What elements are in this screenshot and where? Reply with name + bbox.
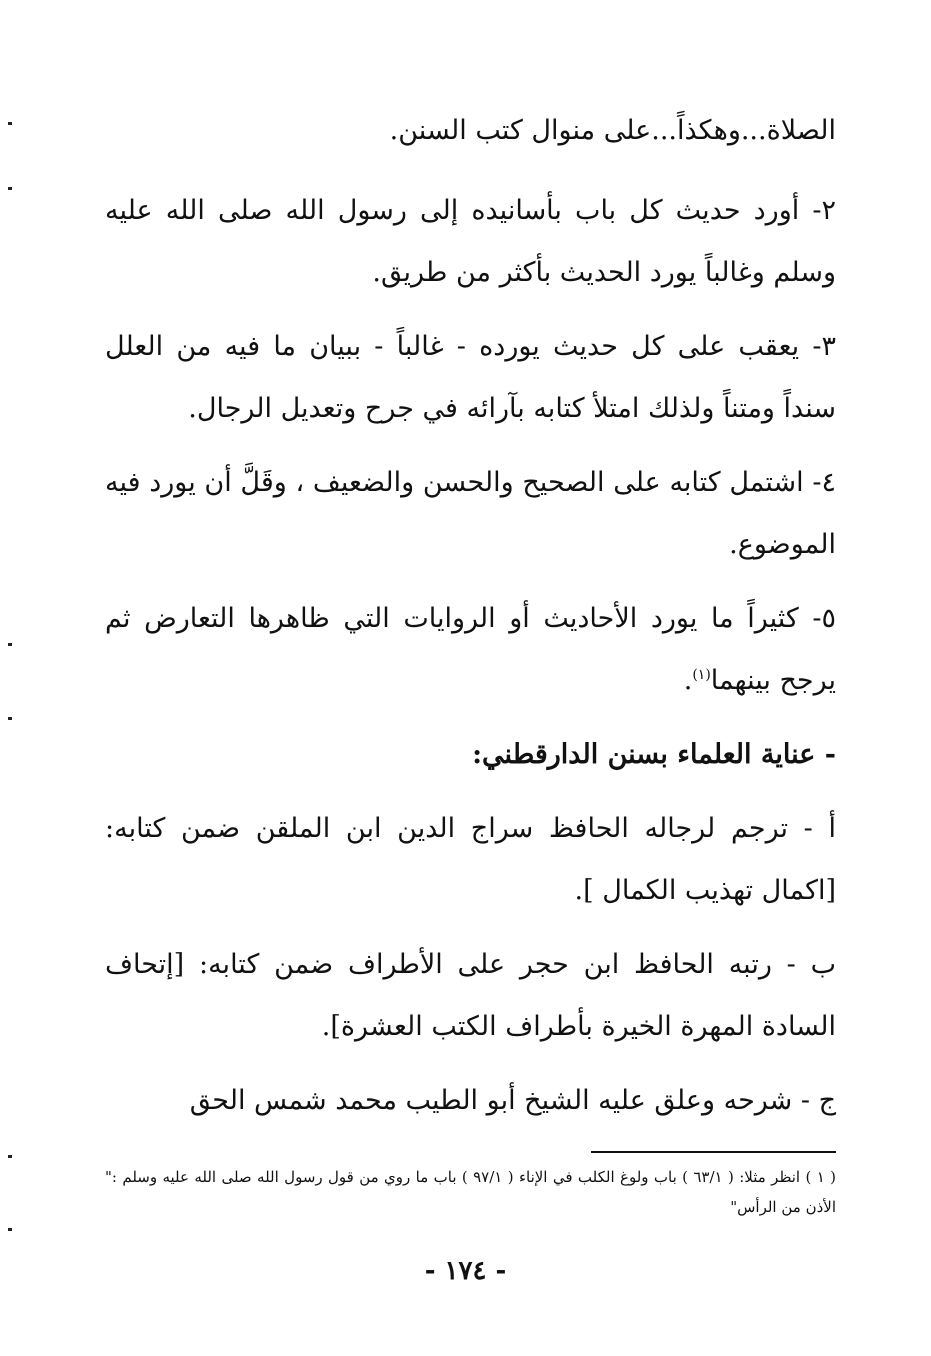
- footnote-reference: (١): [692, 667, 711, 683]
- paragraph-point-5-end: .: [683, 665, 693, 696]
- main-text: [105, 100, 836, 1144]
- paragraph-continuation: الصلاة...وهكذاً...على منوال كتب السنن.: [389, 115, 836, 146]
- paragraph-point-5-text: ٥- كثيراً ما يورد الأحاديث أو الروايات التي ظاهرها التعارض ثم يرجح بينهما: [105, 603, 836, 696]
- paragraph-point-3: ٣- يعقب على كل حديث يورده - غالباً - ببيان ما فيه من العلل سنداً ومتناً ولذلك امتلأ كتابه بآرائه في جرح وتعديل الرجال.: [105, 331, 836, 424]
- list-item-ba: ب - رتبه الحافظ ابن حجر على الأطراف ضمن كتابه: [إتحاف السادة المهرة الخيرة بأطراف الكتب العشرة].: [105, 949, 836, 1042]
- scan-speck: [8, 187, 12, 190]
- scan-speck: [8, 1228, 12, 1231]
- page-number: - ١٧٤ -: [424, 1256, 507, 1286]
- list-item-alef: أ - ترجم لرجاله الحافظ سراج الدين ابن الملقن ضمن كتابه: [اكمال تهذيب الكمال ].: [105, 813, 836, 906]
- paragraph-point-5: [105, 588, 836, 712]
- footnote: ( ١ ) انظر مثلا: ( ٦٣/١ ) باب ولوغ الكلب في الإناء ( ٩٧/١ ) باب ما روي من قول رسول الله صلى الله عليه وسلم :" الأذن من الرأس": [105, 1168, 836, 1216]
- list-item-jim: ج - شرحه وعلق عليه الشيخ أبو الطيب محمد شمس الحق: [189, 1085, 836, 1116]
- section-heading: - عناية العلماء بسنن الدارقطني:: [472, 739, 836, 770]
- scan-speck: [8, 717, 12, 720]
- paragraph-point-4: ٤- اشتمل كتابه على الصحيح والحسن والضعيف ، وقَلَّ أن يورد فيه الموضوع.: [105, 467, 836, 560]
- paragraph-point-2: ٢- أورد حديث كل باب بأسانيده إلى رسول الله صلى الله عليه وسلم وغالباً يورد الحديث بأكثر من طريق.: [105, 195, 836, 288]
- scan-speck: [8, 643, 12, 646]
- footnote-divider: [591, 1151, 836, 1153]
- scan-speck: [8, 1155, 12, 1158]
- scan-speck: [8, 122, 12, 125]
